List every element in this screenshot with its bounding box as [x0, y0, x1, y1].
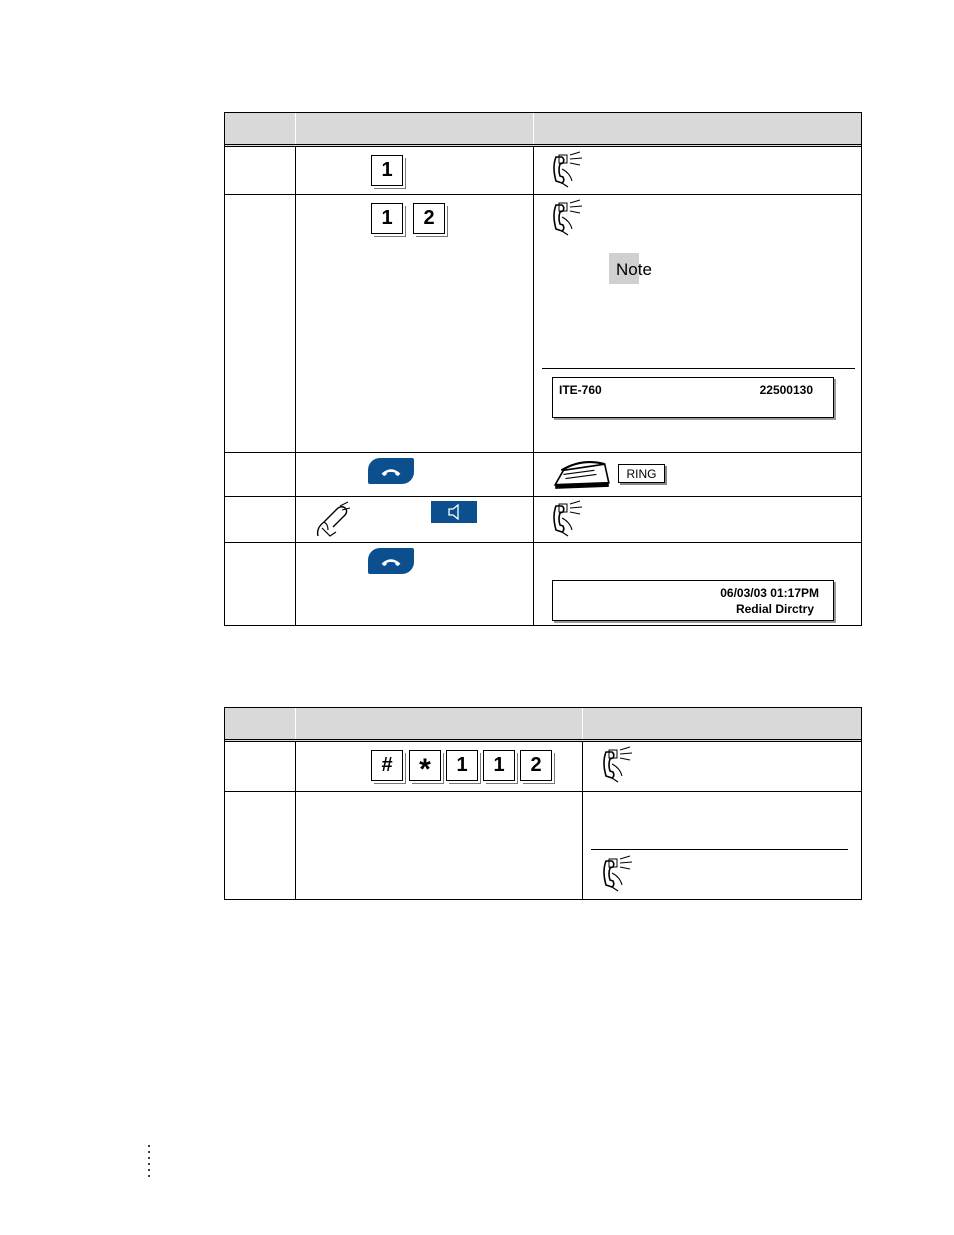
- note-label: Note: [616, 260, 652, 279]
- lcd-datetime: 06/03/03 01:17PM: [720, 586, 819, 600]
- handset-lifted-icon: [598, 855, 638, 895]
- column-divider: [582, 742, 583, 899]
- lcd-model: ITE-760: [559, 383, 602, 397]
- table-header: [225, 113, 861, 147]
- lcd-display: [552, 580, 834, 621]
- column-divider: [533, 147, 534, 625]
- row-divider: [225, 791, 861, 792]
- handset-lifted-icon: [548, 500, 588, 540]
- ringing-phone-icon: [551, 460, 613, 493]
- row-divider: [225, 452, 861, 453]
- table-header: [225, 708, 861, 742]
- column-divider: [533, 113, 534, 144]
- column-divider: [582, 708, 583, 739]
- dial-key: 1: [483, 750, 515, 781]
- row-divider: [225, 496, 861, 497]
- dial-key: 1: [446, 750, 478, 781]
- margin-dots: [148, 1145, 152, 1181]
- lcd-display: [552, 377, 834, 418]
- dial-key: 1: [371, 203, 403, 234]
- handset-lifted-icon: [548, 199, 588, 239]
- column-divider: [295, 742, 296, 899]
- handset-lifted-icon: [598, 746, 638, 786]
- dial-key: #: [371, 750, 403, 781]
- rule-line: [542, 368, 855, 369]
- row-divider: [225, 194, 861, 195]
- dial-key: 2: [520, 750, 552, 781]
- procedure-table-1: [224, 112, 862, 626]
- hand-handset-icon: [312, 500, 354, 540]
- redial-button-icon: [368, 548, 414, 574]
- speaker-icon: [431, 501, 477, 523]
- dial-key: *: [409, 750, 441, 781]
- redial-button-icon: [368, 458, 414, 484]
- row-divider: [225, 542, 861, 543]
- column-divider: [295, 113, 296, 144]
- procedure-table-2: [224, 707, 862, 900]
- ring-indicator: RING: [618, 464, 665, 483]
- handset-lifted-icon: [548, 151, 588, 191]
- rule-line: [591, 849, 848, 850]
- lcd-number: 22500130: [759, 383, 813, 397]
- lcd-softkeys: Redial Dirctry: [735, 602, 814, 616]
- column-divider: [295, 147, 296, 625]
- dial-key: 2: [413, 203, 445, 234]
- dial-key: 1: [371, 155, 403, 186]
- column-divider: [295, 708, 296, 739]
